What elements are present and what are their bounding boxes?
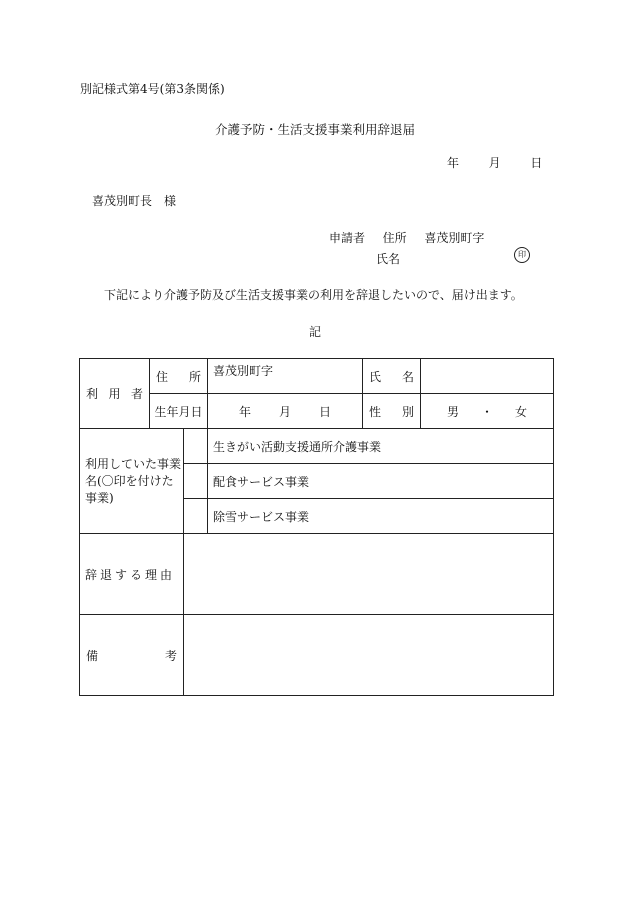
submission-date: [447, 154, 542, 171]
notes-field[interactable]: [184, 615, 554, 696]
date-day-unit: 日: [530, 156, 543, 170]
services-label-cell: 利用していた事業名(〇印を付けた事業): [80, 429, 184, 534]
service-item: 生きがい活動支援通所介護事業: [208, 429, 554, 464]
service-mark-cell[interactable]: [184, 464, 208, 499]
date-month-unit: 月: [488, 156, 501, 170]
applicant-address-label: 住所: [382, 231, 407, 245]
date-year-unit: 年: [447, 156, 460, 170]
dob-label-cell: 生年月日: [150, 394, 208, 429]
user-label-cell: 利 用 者: [80, 359, 150, 429]
gender-label-cell: 性 別: [363, 394, 421, 429]
gender-female[interactable]: 女: [515, 404, 528, 419]
ki-heading: 記: [308, 325, 321, 339]
form-number: 別記様式第4号(第3条関係): [80, 82, 225, 96]
reason-label-cell: 辞退する理由: [80, 534, 184, 615]
applicant-label: 申請者: [329, 231, 366, 245]
applicant-name-label: 氏名: [376, 252, 401, 266]
gender-male[interactable]: 男: [446, 404, 459, 419]
seal-mark-icon: 印: [514, 247, 530, 263]
addressee: 喜茂別町長 様: [92, 194, 177, 208]
service-mark-cell[interactable]: [184, 429, 208, 464]
gender-field[interactable]: 男 ・ 女: [421, 394, 554, 429]
dob-field[interactable]: 年 月 日: [208, 394, 363, 429]
statement-text: 下記により介護予防及び生活支援事業の利用を辞退したいので、届け出ます。: [104, 288, 523, 302]
service-item: 除雪サービス事業: [208, 499, 554, 534]
reason-field[interactable]: [184, 534, 554, 615]
name-field[interactable]: [421, 359, 554, 394]
form-title: 介護予防・生活支援事業利用辞退届: [214, 122, 415, 137]
service-item: 配食サービス事業: [208, 464, 554, 499]
applicant-address-line: [329, 229, 484, 246]
withdrawal-form-table: [79, 358, 554, 696]
name-label-cell: 氏 名: [363, 359, 421, 394]
address-field[interactable]: 喜茂別町字: [208, 359, 363, 394]
address-label-cell: 住 所: [150, 359, 208, 394]
applicant-address-value[interactable]: 喜茂別町字: [424, 231, 485, 245]
service-mark-cell[interactable]: [184, 499, 208, 534]
notes-label-cell: 備 考: [80, 615, 184, 696]
